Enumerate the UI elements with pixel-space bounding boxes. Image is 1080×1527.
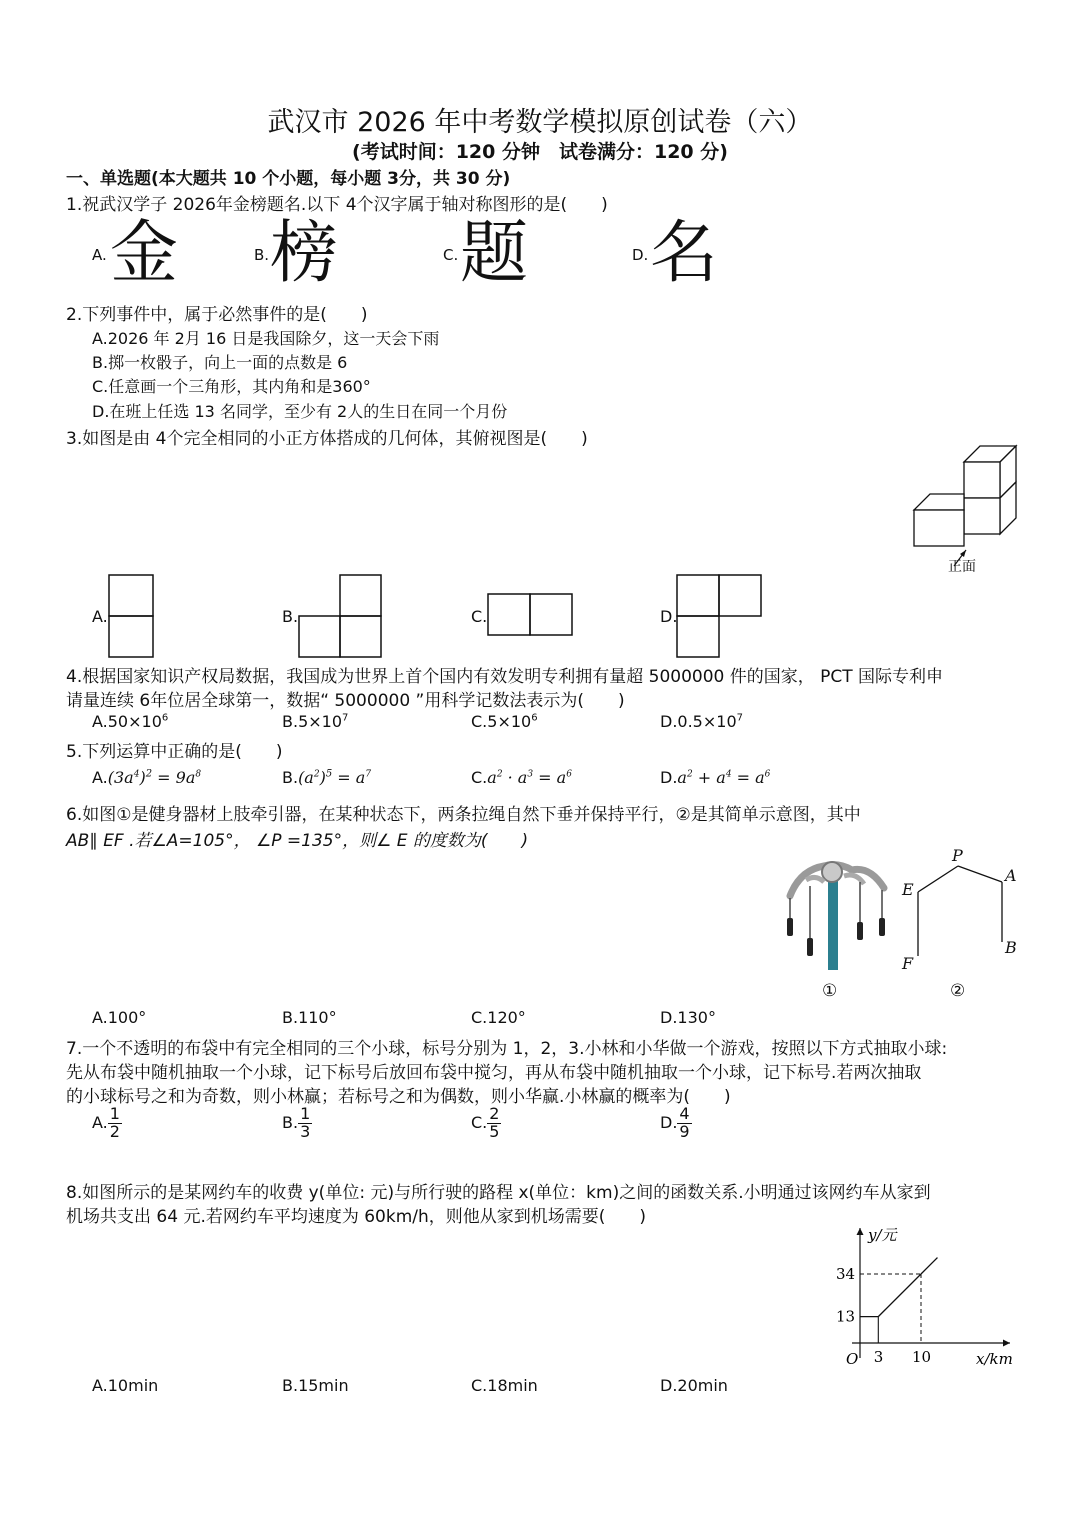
q8-option-c: C.18min [471, 1376, 538, 1395]
q3-option-a-figure [108, 574, 156, 660]
q1-option-d-char: 名 [650, 214, 719, 293]
q4-option-a: $A.50\times 10^6$ [92, 712, 169, 731]
q1-option-c-label: C. [443, 246, 459, 264]
q5-option-a: $A.(3a^4)^2 = 9a^8$ [92, 768, 202, 787]
q2-option-b: B.掷一枚骰子，向上一面的点数是 6 [92, 353, 348, 372]
question-8-line1: 8.如图所示的是某网约车的收费 y(单位: 元)与所行驶的路程 x(单位：km)之间的函数关系.小明通过该网约车从家到 [66, 1183, 931, 1203]
y-tick-label-34: 34 [836, 1264, 856, 1283]
section-heading: 一、单选题(本大题共 10 个小题，每小题 3分，共 30 分) [66, 169, 511, 189]
q6-option-d: D.130° [660, 1008, 716, 1027]
q8-fare-chart [830, 1218, 1030, 1378]
q3-front-label: 正面 [948, 559, 976, 575]
question-8-line2: 机场共支出 64 元.若网约车平均速度为 60km/h，则他从家到机场需要( ) [66, 1207, 647, 1227]
question-3-stem: 3.如图是由 4个完全相同的小正方体搭成的几何体，其俯视图是( ) [66, 429, 588, 449]
q1-option-a-char: 金 [110, 214, 179, 293]
x-tick-label-3: 3 [873, 1348, 884, 1366]
question-7-line2: 先从布袋中随机抽取一个小球，记下标号后放回布袋中搅匀，再从布袋中随机抽取一个小球，记下标号.若两次抽取 [66, 1063, 922, 1083]
q6-point-a: A [1005, 866, 1017, 885]
q3-option-d-figure [676, 574, 766, 660]
q6-option-c: C.120° [471, 1008, 526, 1027]
question-6-line1: 6.如图①是健身器材上肢牵引器，在某种状态下，两条拉绳自然下垂并保持平行，②是其简单示意图，其中 [66, 805, 861, 825]
q6-point-e: E [902, 880, 914, 899]
q7-option-b: B. $\frac{1}{3}$ [282, 1104, 311, 1141]
q1-option-c-char: 题 [460, 214, 529, 293]
q1-option-b-label: B. [254, 246, 270, 264]
series-segment-3 [921, 1258, 937, 1274]
exam-title: 武汉市 2026 年中考数学模拟原创试卷（六） [267, 107, 813, 138]
question-7-line3: 的小球标号之和为奇数，则小林赢；若标号之和为偶数，则小华赢.小林赢的概率为( ) [66, 1087, 731, 1107]
question-7-line1: 7.一个不透明的布袋中有完全相同的三个小球，标号分别为 1，2，3.小林和小华做一个游戏，按照以下方式抽取小球: [66, 1039, 948, 1059]
question-1-stem: 1.祝武汉学子 2026年金榜题名.以下 4个汉字属于轴对称图形的是( ) [66, 195, 608, 215]
q8-option-d: D.20min [660, 1376, 728, 1395]
q6-point-b: B [1005, 938, 1017, 957]
y-tick-label-13: 13 [836, 1307, 856, 1326]
q3-option-b-figure [298, 574, 386, 660]
q7-option-a: A. $\frac{1}{2}$ [92, 1104, 120, 1141]
q3-option-b-label: B. [282, 607, 299, 626]
q2-option-a: A.2026 年 2月 16 日是我国除夕，这一天会下雨 [92, 329, 440, 348]
q8-option-b: B.15min [282, 1376, 349, 1395]
q7-option-d: D. $\frac{4}{9}$ [660, 1104, 690, 1141]
q2-option-c: C.任意画一个三角形，其内角和是360° [92, 377, 371, 396]
q4-option-b: $B.5\times 10^7$ [282, 712, 349, 731]
q6-fig2-label: ② [950, 981, 966, 1001]
q6-option-b: B.110° [282, 1008, 337, 1027]
q6-equipment-photo [772, 852, 892, 972]
q5-option-c: $C.a^2 \cdot a^3 = a^6$ [471, 768, 572, 787]
x-axis-label: x/km [976, 1350, 1013, 1368]
q1-option-d-label: D. [632, 246, 649, 264]
q3-option-c-figure [487, 593, 575, 639]
q3-option-c-label: C. [471, 607, 488, 626]
q5-option-d: $D.a^2 + a^4 = a^6$ [660, 768, 771, 787]
question-6-line2: AB∥ EF .若∠A=105°， ∠P =135°，则∠ E 的度数为( ) [66, 831, 529, 851]
exam-subtitle: (考试时间：120 分钟 试卷满分：120 分) [352, 141, 728, 163]
q2-option-d: D.在班上任选 13 名同学，至少有 2人的生日在同一个月份 [92, 402, 508, 421]
question-2-stem: 2.下列事件中，属于必然事件的是( ) [66, 305, 368, 325]
question-4-line1: 4.根据国家知识产权局数据，我国成为世界上首个国内有效发明专利拥有量超 5000000 件的国家， PCT 国际专利申 [66, 667, 944, 687]
question-5-stem: 5.下列运算中正确的是( ) [66, 742, 283, 762]
series-segment-2 [878, 1274, 921, 1317]
q6-point-p: P [952, 846, 963, 865]
y-axis-label: y/元 [868, 1226, 897, 1244]
q7-option-c: C. $\frac{2}{5}$ [471, 1104, 500, 1141]
origin-label: O [846, 1350, 859, 1368]
q6-fig1-label: ① [822, 981, 838, 1001]
question-4-line2: 请量连续 6年位居全球第一，数据“ 5000000 ”用科学记数法表示为( ) [66, 691, 625, 711]
q3-option-d-label: D. [660, 607, 678, 626]
q6-option-a: A.100° [92, 1008, 147, 1027]
q5-option-b: $B.(a^2)^5 = a^7$ [282, 768, 372, 787]
q4-option-c: $C.5\times 10^6$ [471, 712, 538, 731]
q4-option-d: $D.0.5\times 10^7$ [660, 712, 743, 731]
q1-option-b-char: 榜 [270, 214, 339, 293]
x-tick-label-10: 10 [912, 1348, 932, 1366]
q1-option-a-label: A. [92, 246, 107, 264]
q3-option-a-label: A. [92, 607, 108, 626]
q6-point-f: F [902, 954, 914, 973]
q8-option-a: A.10min [92, 1376, 159, 1395]
